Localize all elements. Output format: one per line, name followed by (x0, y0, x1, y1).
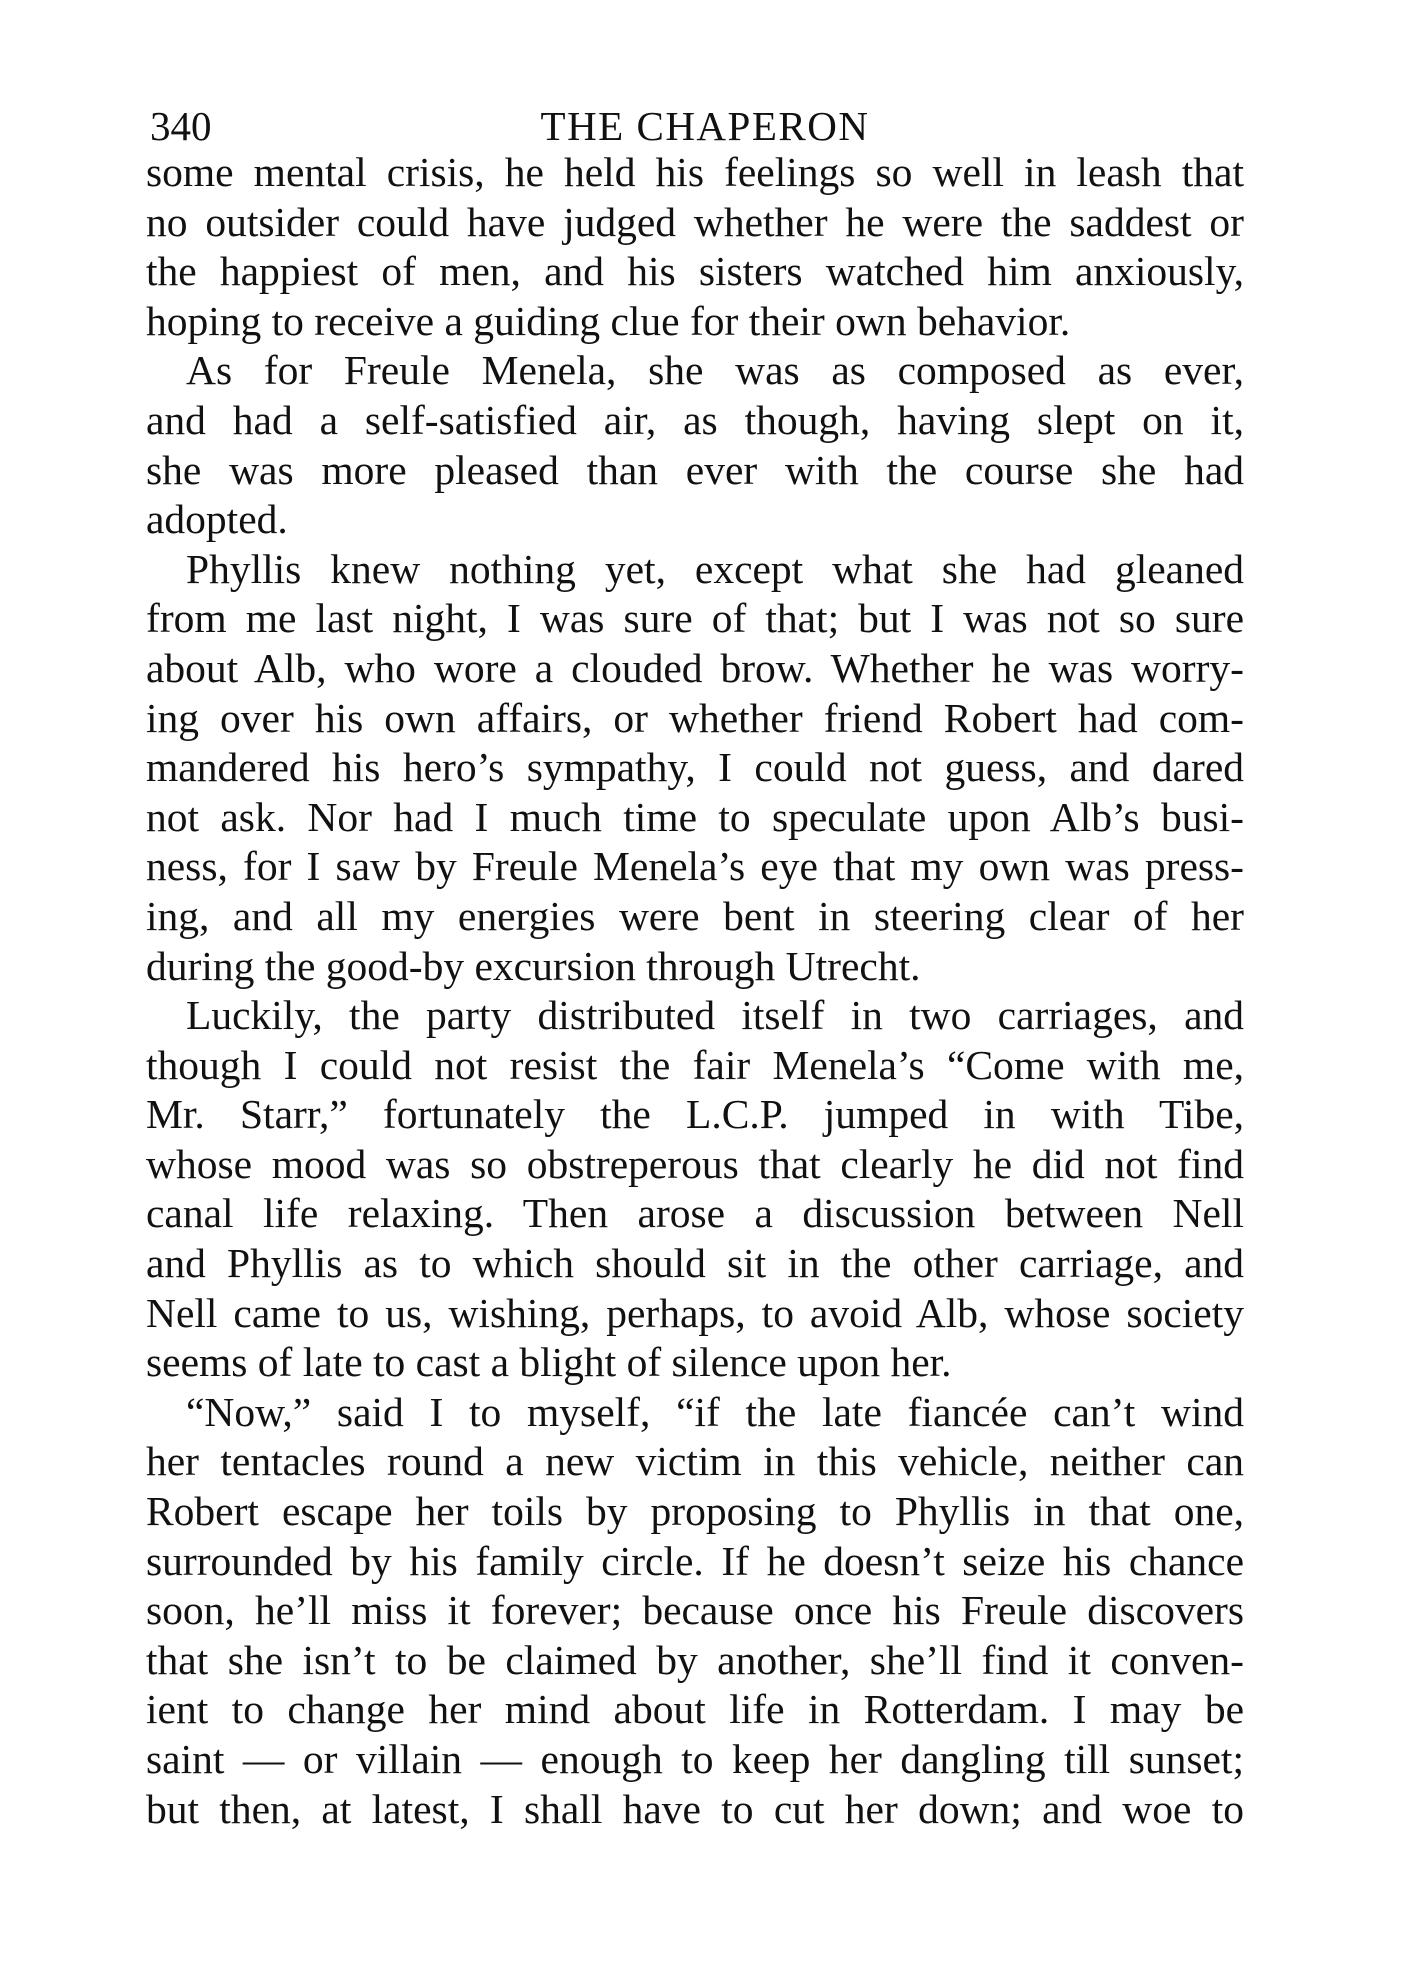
text-line: ient to change her mind about life in Rotterdam. I may be (146, 1686, 1244, 1733)
text-line: Luckily, the party distributed itself in two carriages, and (186, 992, 1244, 1039)
text-line: canal life relaxing. Then arose a discussion between Nell (146, 1190, 1244, 1237)
text-line: soon, he’ll miss it forever; because once his Freule discovers (146, 1587, 1244, 1634)
text-line: but then, at latest, I shall have to cut her down; and woe to (146, 1785, 1244, 1832)
text-line: that she isn’t to be claimed by another, she’ll find it conven- (146, 1636, 1244, 1683)
running-head (146, 96, 1244, 156)
text-line: her tentacles round a new victim in this vehicle, neither can (146, 1438, 1244, 1485)
text-line: and Phyllis as to which should sit in the other carriage, and (146, 1240, 1244, 1287)
text-line: Phyllis knew nothing yet, except what she had gleaned (186, 545, 1244, 592)
text-line: saint — or villain — enough to keep her dangling till sunset; (146, 1736, 1244, 1782)
book-page (146, 96, 1244, 1834)
text-line: As for Freule Menela, she was as composed as ever, (186, 347, 1244, 394)
text-line: “Now,” said I to myself, “if the late fiancée can’t wind (186, 1388, 1244, 1435)
text-line: and had a self-satisfied air, as though, having slept on it, (146, 396, 1244, 443)
text-line: no outsider could have judged whether he were the saddest or (146, 198, 1244, 245)
text-line: from me last night, I was sure of that; but I was not so sure (146, 595, 1244, 642)
text-line: ing over his own affairs, or whether friend Robert had com- (146, 694, 1244, 741)
text-line: the happiest of men, and his sisters watched him anxiously, (146, 248, 1244, 295)
running-title: THE CHAPERON (540, 103, 870, 149)
text-line: about Alb, who wore a clouded brow. Whether he was worry- (146, 644, 1244, 691)
text-line: hoping to receive a guiding clue for their own behavior. (146, 297, 1071, 344)
text-line: Robert escape her toils by proposing to Phyllis in that one, (146, 1488, 1244, 1535)
text-line: adopted. (146, 496, 288, 543)
paragraph (146, 148, 1244, 346)
paragraph (146, 346, 1244, 544)
text-line: though I could not resist the fair Menela’s “Come with me, (146, 1041, 1244, 1088)
text-line: Mr. Starr,” fortunately the L.C.P. jumped in with Tibe, (146, 1091, 1244, 1138)
text-line: she was more pleased than ever with the course she had (146, 446, 1244, 493)
text-line: surrounded by his family circle. If he doesn’t seize his chance (146, 1537, 1244, 1584)
body-text (146, 148, 1244, 1834)
paragraph (146, 991, 1244, 1388)
paragraph (146, 1388, 1244, 1834)
text-line: during the good-by excursion through Utrecht. (146, 942, 921, 989)
text-line: ing, and all my energies were bent in steering clear of her (146, 892, 1244, 939)
text-line: mandered his hero’s sympathy, I could not guess, and dared (146, 744, 1244, 791)
page-number: 340 (150, 103, 212, 149)
text-line: Nell came to us, wishing, perhaps, to avoid Alb, whose society (146, 1289, 1244, 1336)
paragraph (146, 545, 1244, 991)
text-line: some mental crisis, he held his feelings so well in leash that (146, 149, 1244, 195)
text-line: whose mood was so obstreperous that clearly he did not find (146, 1140, 1244, 1187)
text-line: seems of late to cast a blight of silence upon her. (146, 1339, 952, 1386)
text-line: ness, for I saw by Freule Menela’s eye that my own was press- (146, 843, 1244, 890)
text-line: not ask. Nor had I much time to speculate upon Alb’s busi- (146, 793, 1244, 840)
